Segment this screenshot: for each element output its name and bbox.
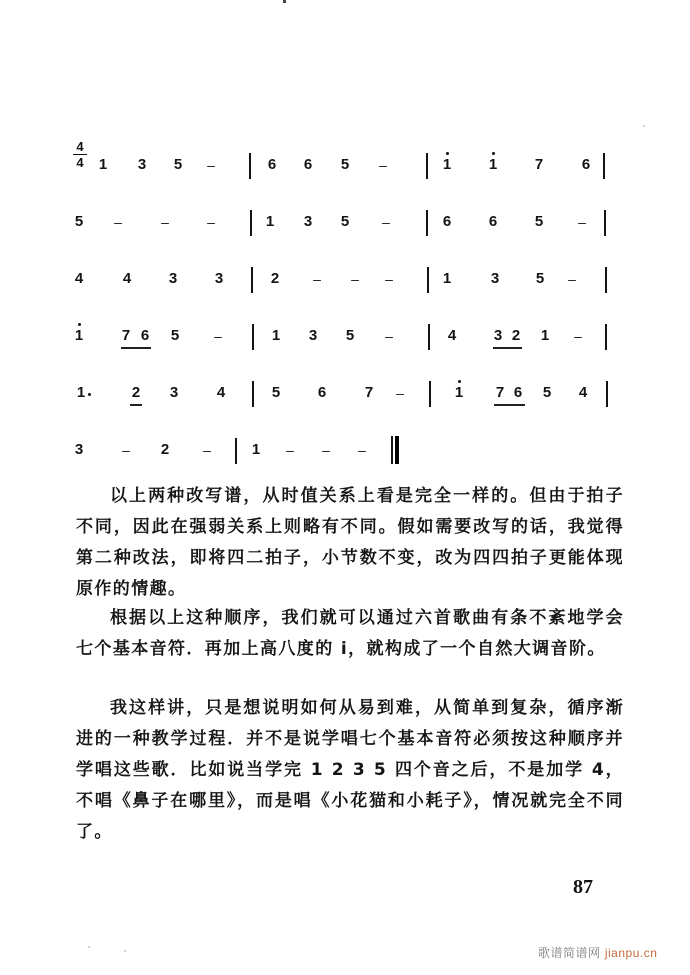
score-row-4: [0, 316, 690, 356]
barline: [252, 381, 254, 407]
note: 6: [581, 156, 591, 173]
note-eighth: 7: [495, 384, 505, 401]
barline: [429, 381, 431, 407]
note-eighth: 2: [511, 327, 521, 344]
scan-artifact: [643, 125, 645, 127]
watermark-site-name: 歌谱简谱网: [538, 946, 601, 960]
paragraph-text: 我这样讲，只是想说明如何从易到难，从简单到复杂，循序渐进的一种教学过程．并不是说学唱七个基本音符必须按这种顺序并学唱这些歌．比如说当学完 1 2 3 5 四个音之后，不是加学 4，不唱《鼻子在哪里》，而是唱《小花猫和小耗子》，情况就完全不同了。: [76, 698, 624, 842]
note: 1: [251, 441, 261, 458]
dash: –: [578, 214, 586, 230]
note: 4: [447, 327, 457, 344]
score-row-5: [0, 373, 690, 413]
note: 1: [271, 327, 281, 344]
barline: [249, 153, 251, 179]
dash: –: [286, 442, 294, 458]
score-row-2: [0, 202, 690, 242]
note-high-octave: 1: [437, 145, 457, 185]
note: 2: [270, 270, 280, 287]
dash: –: [385, 271, 393, 287]
barline: [605, 324, 607, 350]
note-eighth: 7: [121, 327, 131, 344]
paragraph-text: 以上两种改写谱，从时值关系上看是完全一样的。但由于拍子不同，因此在强弱关系上则略有不同。假如需要改写的话，我觉得第二种改法，即将四二拍子，小节数不变，改为四四拍子更能体现原作的情趣。: [76, 486, 624, 599]
note: 7: [534, 156, 544, 173]
scan-artifact: [88, 946, 90, 948]
eighth-underline: [493, 347, 522, 349]
note: 3: [490, 270, 500, 287]
note: 4: [216, 384, 226, 401]
score-row-6: [0, 430, 690, 470]
barline: [604, 210, 606, 236]
dash: –: [574, 328, 582, 344]
note-eighth: 3: [493, 327, 503, 344]
note: 5: [340, 213, 350, 230]
note: 6: [488, 213, 498, 230]
barline: [251, 267, 253, 293]
time-signature-numerator: 4: [73, 140, 87, 155]
barline: [427, 267, 429, 293]
note: 4: [122, 270, 132, 287]
dash: –: [114, 214, 122, 230]
note: 3: [308, 327, 318, 344]
note: 3: [214, 270, 224, 287]
note-eighth: 6: [513, 384, 523, 401]
note: 6: [303, 156, 313, 173]
barline: [252, 324, 254, 350]
watermark-url: jianpu.cn: [604, 946, 658, 960]
note: 1: [98, 156, 108, 173]
dash: –: [161, 214, 169, 230]
eighth-underline: [121, 347, 151, 349]
dash: –: [379, 157, 387, 173]
dash: –: [382, 214, 390, 230]
note-high-octave: 1: [69, 316, 89, 356]
note: 2: [160, 441, 170, 458]
eighth-underline: [130, 404, 142, 406]
note: 5: [271, 384, 281, 401]
note: 5: [345, 327, 355, 344]
paragraph-3: [76, 693, 624, 848]
barline: [603, 153, 605, 179]
note-high-octave: 1: [449, 373, 469, 413]
note: 4: [578, 384, 588, 401]
dash: –: [122, 442, 130, 458]
final-barline-thin: [391, 436, 393, 464]
dash: –: [358, 442, 366, 458]
dash: –: [313, 271, 321, 287]
note: 5: [74, 213, 84, 230]
barline: [235, 438, 237, 464]
dash: –: [396, 385, 404, 401]
scan-artifact: [124, 950, 126, 952]
paragraph-text: 根据以上这种顺序，我们就可以通过六首歌曲有条不紊地学会七个基本音符．再加上高八度的 i̇，就构成了一个自然大调音阶。: [76, 608, 624, 659]
note: 6: [442, 213, 452, 230]
barline: [428, 324, 430, 350]
site-watermark: [538, 944, 657, 961]
dash: –: [207, 157, 215, 173]
barline: [606, 381, 608, 407]
barline: [426, 153, 428, 179]
scan-artifact: [283, 0, 286, 3]
note: 1: [265, 213, 275, 230]
page-number: 87: [573, 876, 593, 898]
note-eighth: 6: [140, 327, 150, 344]
note: 6: [317, 384, 327, 401]
note: 7: [364, 384, 374, 401]
dash: –: [351, 271, 359, 287]
note: 5: [542, 384, 552, 401]
note: 6: [267, 156, 277, 173]
note-high-octave: 1: [483, 145, 503, 185]
note: 3: [168, 270, 178, 287]
time-signature-denominator: 4: [76, 155, 84, 170]
note: 3: [303, 213, 313, 230]
paragraph-2: [76, 603, 624, 665]
note: 5: [534, 213, 544, 230]
note: 5: [340, 156, 350, 173]
dash: –: [214, 328, 222, 344]
paragraph-1: [76, 481, 624, 605]
dash: –: [207, 214, 215, 230]
note: 3: [137, 156, 147, 173]
note: 1: [540, 327, 550, 344]
score-row-3: [0, 259, 690, 299]
dash: –: [568, 271, 576, 287]
dash: –: [322, 442, 330, 458]
note-dotted: 1: [71, 373, 91, 413]
barline: [426, 210, 428, 236]
barline: [250, 210, 252, 236]
note-eighth: 2: [131, 384, 141, 401]
note: 4: [74, 270, 84, 287]
barline: [605, 267, 607, 293]
dash: –: [385, 328, 393, 344]
note: 5: [170, 327, 180, 344]
note: 3: [169, 384, 179, 401]
note: 5: [535, 270, 545, 287]
dash: –: [203, 442, 211, 458]
note: 5: [173, 156, 183, 173]
note: 3: [74, 441, 84, 458]
final-barline-thick: [395, 436, 399, 464]
eighth-underline: [494, 404, 525, 406]
score-row-1: [0, 145, 690, 185]
note: 1: [442, 270, 452, 287]
